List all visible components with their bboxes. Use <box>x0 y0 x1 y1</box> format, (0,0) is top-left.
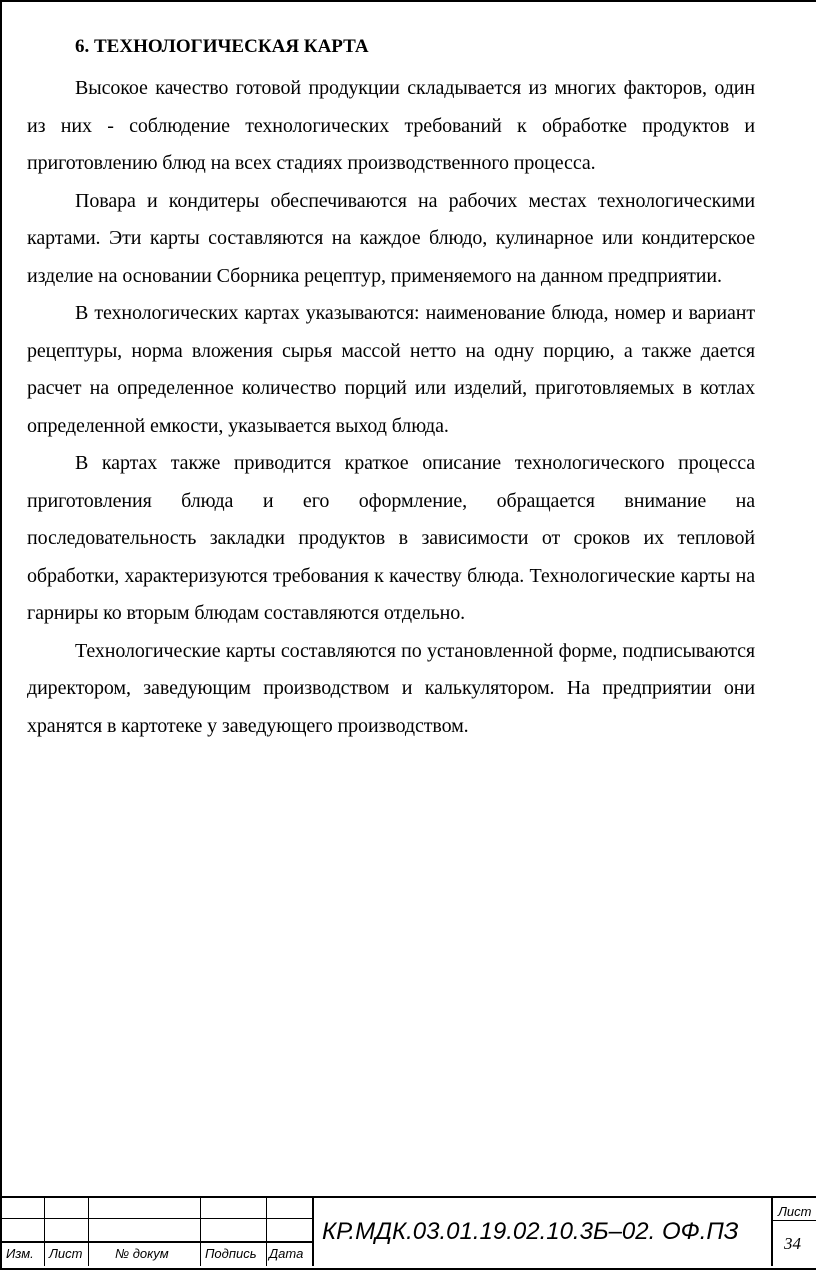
stamp-sheet-line <box>772 1220 816 1221</box>
sheet-number: 34 <box>784 1234 801 1253</box>
section-heading: 6. ТЕХНОЛОГИЧЕСКАЯ КАРТА <box>75 36 369 57</box>
paragraph-4: В картах также приводится краткое описание технологического процесса приготовления блюда и его оформление, обращается внимание на последовательность закладки продуктов в зависимости от сроков их тепловой обработки, характеризуются требования к качеству блюда. Технологические карты на гарниры ко вторым блюдам составляются отдельно. <box>27 452 755 624</box>
stamp-label-izm: Изм. <box>6 1246 34 1261</box>
paragraph-3: В технологических картах указываются: наименование блюда, номер и вариант рецептуры, норма вложения сырья массой нетто на одну порцию, а также дается расчет на определенное количество порций или изделий, приготовляемых в котлах определенной емкости, указывается выход блюда. <box>27 302 755 437</box>
paragraph-1: Высокое качество готовой продукции складывается из многих факторов, один из них - соблюдение технологических требований к обработке продуктов и приготовлению блюд на всех стадиях производственного процесса. <box>27 77 755 174</box>
stamp-label-list: Лист <box>49 1246 83 1261</box>
stamp-col-line-1 <box>44 1196 45 1266</box>
stamp-label-dokum: № докум <box>115 1246 169 1261</box>
stamp-col-line-5 <box>312 1196 314 1266</box>
stamp-col-line-3 <box>200 1196 201 1266</box>
stamp-top-line <box>0 1196 816 1198</box>
paragraph-2: Повара и кондитеры обеспечиваются на рабочих местах технологическими картами. Эти карты составляются на каждое блюдо, кулинарное или кондитерское изделие на основании Сборника рецептур, применяемого на данном предприятии. <box>27 189 755 287</box>
sheet-label: Лист <box>778 1204 812 1219</box>
stamp-label-podpis: Подпись <box>205 1246 257 1261</box>
paragraph-5: Технологические карты составляются по установленной форме, подписываются директором, заведующим производством и калькулятором. На предприятии они хранятся в картотеке у заведующего производством. <box>27 639 755 737</box>
stamp-col-line-4 <box>266 1196 267 1266</box>
document-body <box>27 34 755 745</box>
title-block-stamp <box>0 1196 816 1270</box>
stamp-col-line-6 <box>771 1196 773 1266</box>
stamp-label-data: Дата <box>269 1246 304 1261</box>
document-number: КР.МДК.03.01.19.02.10.3Б–02. ОФ.ПЗ <box>322 1218 739 1245</box>
stamp-col-line-2 <box>88 1196 89 1266</box>
